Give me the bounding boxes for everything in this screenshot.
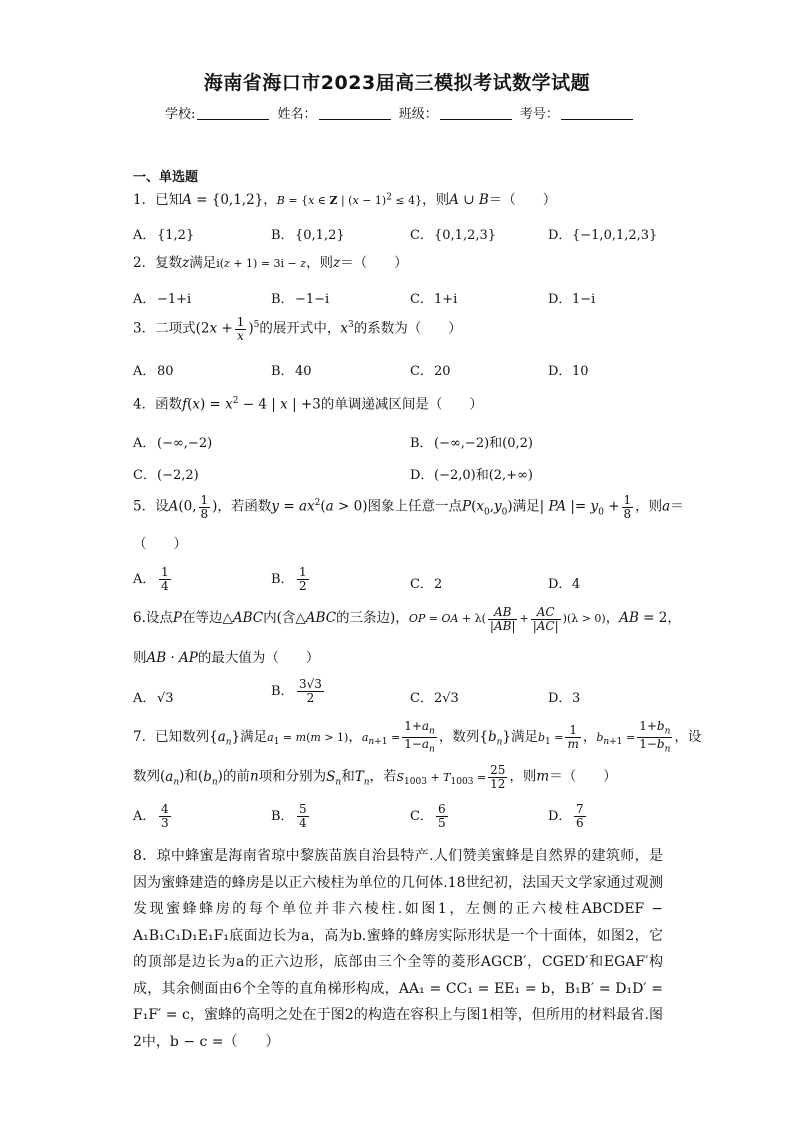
school-label: 学校: [165,107,196,122]
q5-option-a[interactable]: A． $\frac{1}{4}$ [133,565,169,593]
question-4: 4．函数$f(x) = x^2 - 4$ | x | +3的单调递减区间是（ ） [133,396,483,413]
q5-option-d[interactable]: D．4 [548,577,581,592]
q6-option-b[interactable]: B． $\frac{3√3}{2}$ [271,677,322,705]
q1-option-a[interactable]: A． {1,2} [133,228,195,243]
question-6: 6.设点P在等边△ABC内(含△ABC的三条边)，OP = OA + λ( $\frac{AB}{|AB|}$ + $\frac{AC}{|AC|}$ )(λ > 0)，AB = 2， [133,605,681,633]
question-6-cont: 则AB · AP的最大值为（ ） [133,650,320,666]
q1-option-d[interactable]: D．{−1,0,1,2,3} [548,228,658,243]
name-label: 姓名： [277,107,317,122]
question-3: 3．二项式(2x + $\frac{1}{x}$ )$^5$的展开式中，$x^3$的系数为（ ） [133,315,462,343]
q7-option-a[interactable]: A． $\frac{4}{3}$ [133,802,169,830]
exam-no-blank [561,107,633,120]
q3-option-d[interactable]: D．10 [548,364,589,379]
q6-option-d[interactable]: D．3 [548,691,581,706]
q3-option-a[interactable]: A． 80 [133,364,174,379]
q3-option-c[interactable]: C．20 [410,364,451,379]
q2-option-c[interactable]: C．1+i [410,292,458,307]
school-blank [197,107,269,120]
q4-option-b[interactable]: B．(−∞,−2)和(0,2) [410,436,533,451]
page-title: 海南省海口市2023届高三模拟考试数学试题 [203,72,591,94]
question-1: 1．已知A = {0,1,2}，B = {x ∈ Z | $(x - 1)^2 \le 4$}，则A ∪ B＝（ ） [133,192,557,208]
question-5: 5．设A(0, $\frac{1}{8}$ )，若函数$y = ax^2(a > 0)$图象上任意一点$P(x_0,y_0)$满足| PA |= $y_0$ + $\frac{1}{8}$ ，则a＝ [133,493,684,521]
q7-option-c[interactable]: C． $\frac{6}{5}$ [410,802,446,830]
name-blank [319,107,391,120]
q7-option-d[interactable]: D． $\frac{7}{6}$ [548,802,584,830]
question-7-cont: 数列$(a_n)$和$(b_n)$的前n项和分别为$S_n$和$T_n$，若$S_{1003} + T_{1003}$ = $\frac{25}{12}$ ，则m＝（ ） [133,763,617,791]
q2-option-d[interactable]: D．1−i [548,292,596,307]
q4-option-c[interactable]: C．(−2,2) [133,468,199,483]
q1-option-b[interactable]: B．{0,1,2} [271,228,345,243]
q6-option-a[interactable]: A． √3 [133,691,174,706]
exam-no-label: 考号： [519,107,559,122]
question-2: 2．复数z满足i(z + 1) = 3i − z，则z＝（ ） [133,255,408,271]
q4-option-d[interactable]: D．(−2,0)和(2,+∞) [410,468,533,483]
q5-option-b[interactable]: B． $\frac{1}{2}$ [271,565,307,593]
q4-option-a[interactable]: A． (−∞,−2) [133,436,213,451]
q3-option-b[interactable]: B．40 [271,364,312,379]
class-blank [440,107,512,120]
question-7: 7．已知数列$\{a_n\}$满足$a_1 = m(m > 1)$，$a_{n+1}$ = $\frac{1+a_n}{1-a_n}$ ，数列$\{b_n\}$满足$b_1$ = $\frac{1}{m}$ ，$b_{n+1}$ = $\frac{1+b_n}{1-b_n}$ ，设 [133,719,702,755]
question-5-cont: （ ） [133,536,187,552]
section-title: 一、单选题 [133,170,199,185]
student-info-line [165,103,635,122]
q1-option-c[interactable]: C．{0,1,2,3} [410,228,497,243]
q2-option-a[interactable]: A． −1+i [133,292,192,307]
q2-option-b[interactable]: B．−1−i [271,292,330,307]
q5-option-c[interactable]: C．2 [410,577,443,592]
question-8: 8．琼中蜂蜜是海南省琼中黎族苗族自治县特产.人们赞美蜜蜂是自然界的建筑师，是因为蜜蜂建造的蜂房是以正六棱柱为单位的几何体.18世纪初，法国天文学家通过观测发现蜜蜂蜂房的每个单位并非六棱柱.如图1，左侧的正六棱柱ABCDEF − A₁B₁C₁D₁E₁F₁底面边长为a，高为b.蜜蜂的蜂房实际形状是一个十面体，如图2，它的顶部是边长为a的正六边形，底部由三个全等的菱形AGCB′，CGED′和EGAF′构成，其余侧面由6个全等的直角梯形构成，AA₁ = CC₁ = EE₁ = b，B₁B′ = D₁D′ = F₁F′ = c，蜜蜂的高明之处在于图2的构造在容积上与图1相等，但所用的材料最省.图2中，b − c =（ ） [133,848,663,1050]
class-label: 班级： [398,107,438,122]
q7-option-b[interactable]: B． $\frac{5}{4}$ [271,802,307,830]
q6-option-c[interactable]: C．2√3 [410,691,459,706]
